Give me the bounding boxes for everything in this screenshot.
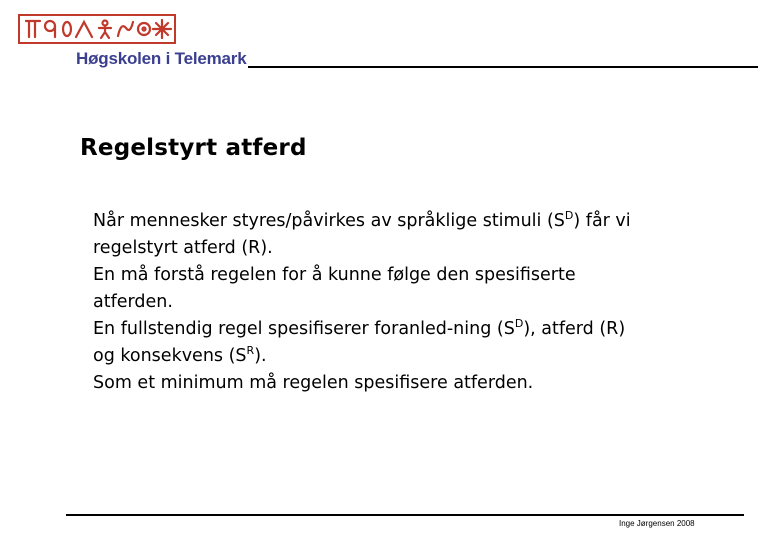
- body-line: og konsekvens $(S^R)$.: [93, 344, 267, 366]
- body-line: En fullstendig regel spesifiserer foranled-ning $(S^D)$, atferd (R): [93, 317, 626, 339]
- superscript: R: [246, 344, 255, 357]
- superscript: D: [564, 209, 574, 222]
- body-line: Når mennesker styres/påvirkes av språklige stimuli $(S^D)$ får vi: [93, 209, 631, 231]
- body-line: Som et minimum må regelen spesifisere atferden.: [93, 373, 534, 393]
- body-line: atferden.: [93, 292, 173, 312]
- body-line: regelstyrt atferd (R).: [93, 238, 273, 258]
- body-line: En må forstå regelen for å kunne følge den spesifiserte: [93, 265, 576, 285]
- superscript: D: [514, 317, 524, 330]
- footer-divider: [66, 514, 744, 516]
- institution-name: Høgskolen i Telemark: [76, 49, 247, 68]
- slide-title: Regelstyrt atferd: [80, 135, 307, 161]
- header-divider: [248, 66, 758, 68]
- footer-credit: Inge Jørgensen 2008: [619, 519, 695, 528]
- logo-icon: [18, 14, 176, 44]
- slide-body: [93, 208, 733, 397]
